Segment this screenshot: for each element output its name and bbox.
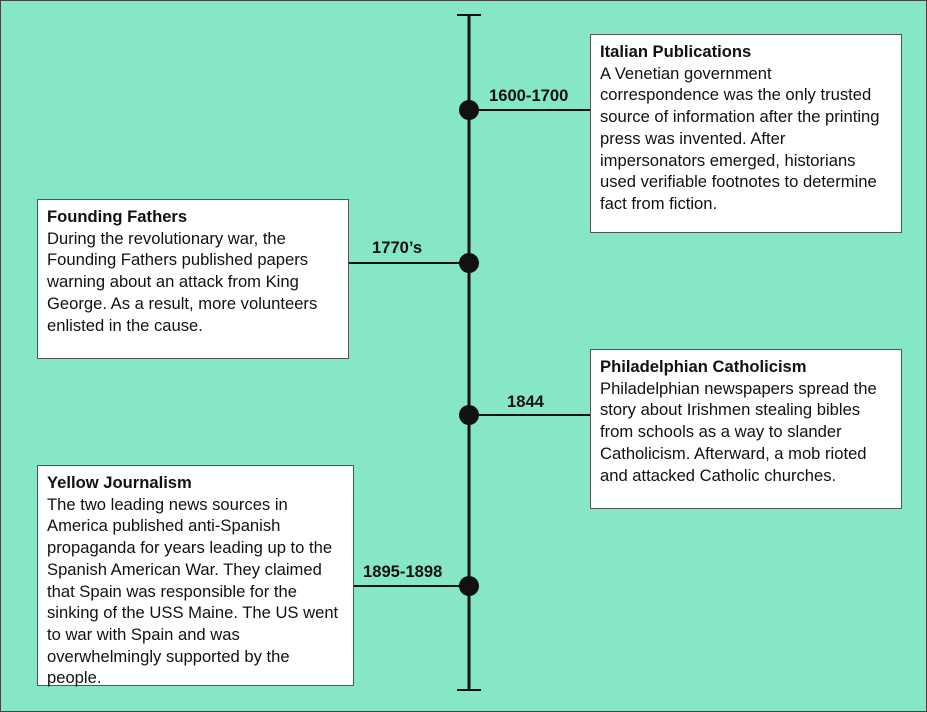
event-description: During the revolutionary war, the Founding Fathers published papers warning about an attack from King George. As a result, more volunteers enlisted in the cause. [47,228,318,335]
event-box-founding-fathers [37,199,349,359]
event-box-philadelphian-catholicism [590,349,902,509]
marker-italian-publications [459,100,479,120]
event-description: The two leading news sources in America published anti-Spanish propaganda for years leading up to the Spanish American War. They claimed that Spain was responsible for the sinking of the USS Maine. The US went to war with Spain and was overwhelmingly supported by the people. [47,494,339,688]
event-box-italian-publications [590,34,902,233]
event-description: Philadelphian newspapers spread the story about Irishmen stealing bibles from schools as a way to slander Catholicism. Afterward, a mob rioted and attacked Catholic churches. [600,378,877,485]
event-title: Founding Fathers [47,207,188,226]
date-label-italian-publications: 1600-1700 [489,86,569,105]
date-label-philadelphian-catholicism: 1844 [507,392,544,411]
marker-yellow-journalism [459,576,479,596]
event-title: Italian Publications [600,42,752,61]
marker-philadelphian-catholicism [459,405,479,425]
event-title: Yellow Journalism [47,473,192,492]
marker-founding-fathers [459,253,479,273]
date-label-yellow-journalism: 1895-1898 [363,562,443,581]
event-title: Philadelphian Catholicism [600,357,807,376]
event-description: A Venetian government correspondence was the only trusted source of information after the printing press was invented. After impersonators emerged, historians used verifiable footnotes to determine fact from fiction. [600,63,880,213]
event-box-yellow-journalism [37,465,354,686]
date-label-founding-fathers: 1770’s [372,238,423,257]
